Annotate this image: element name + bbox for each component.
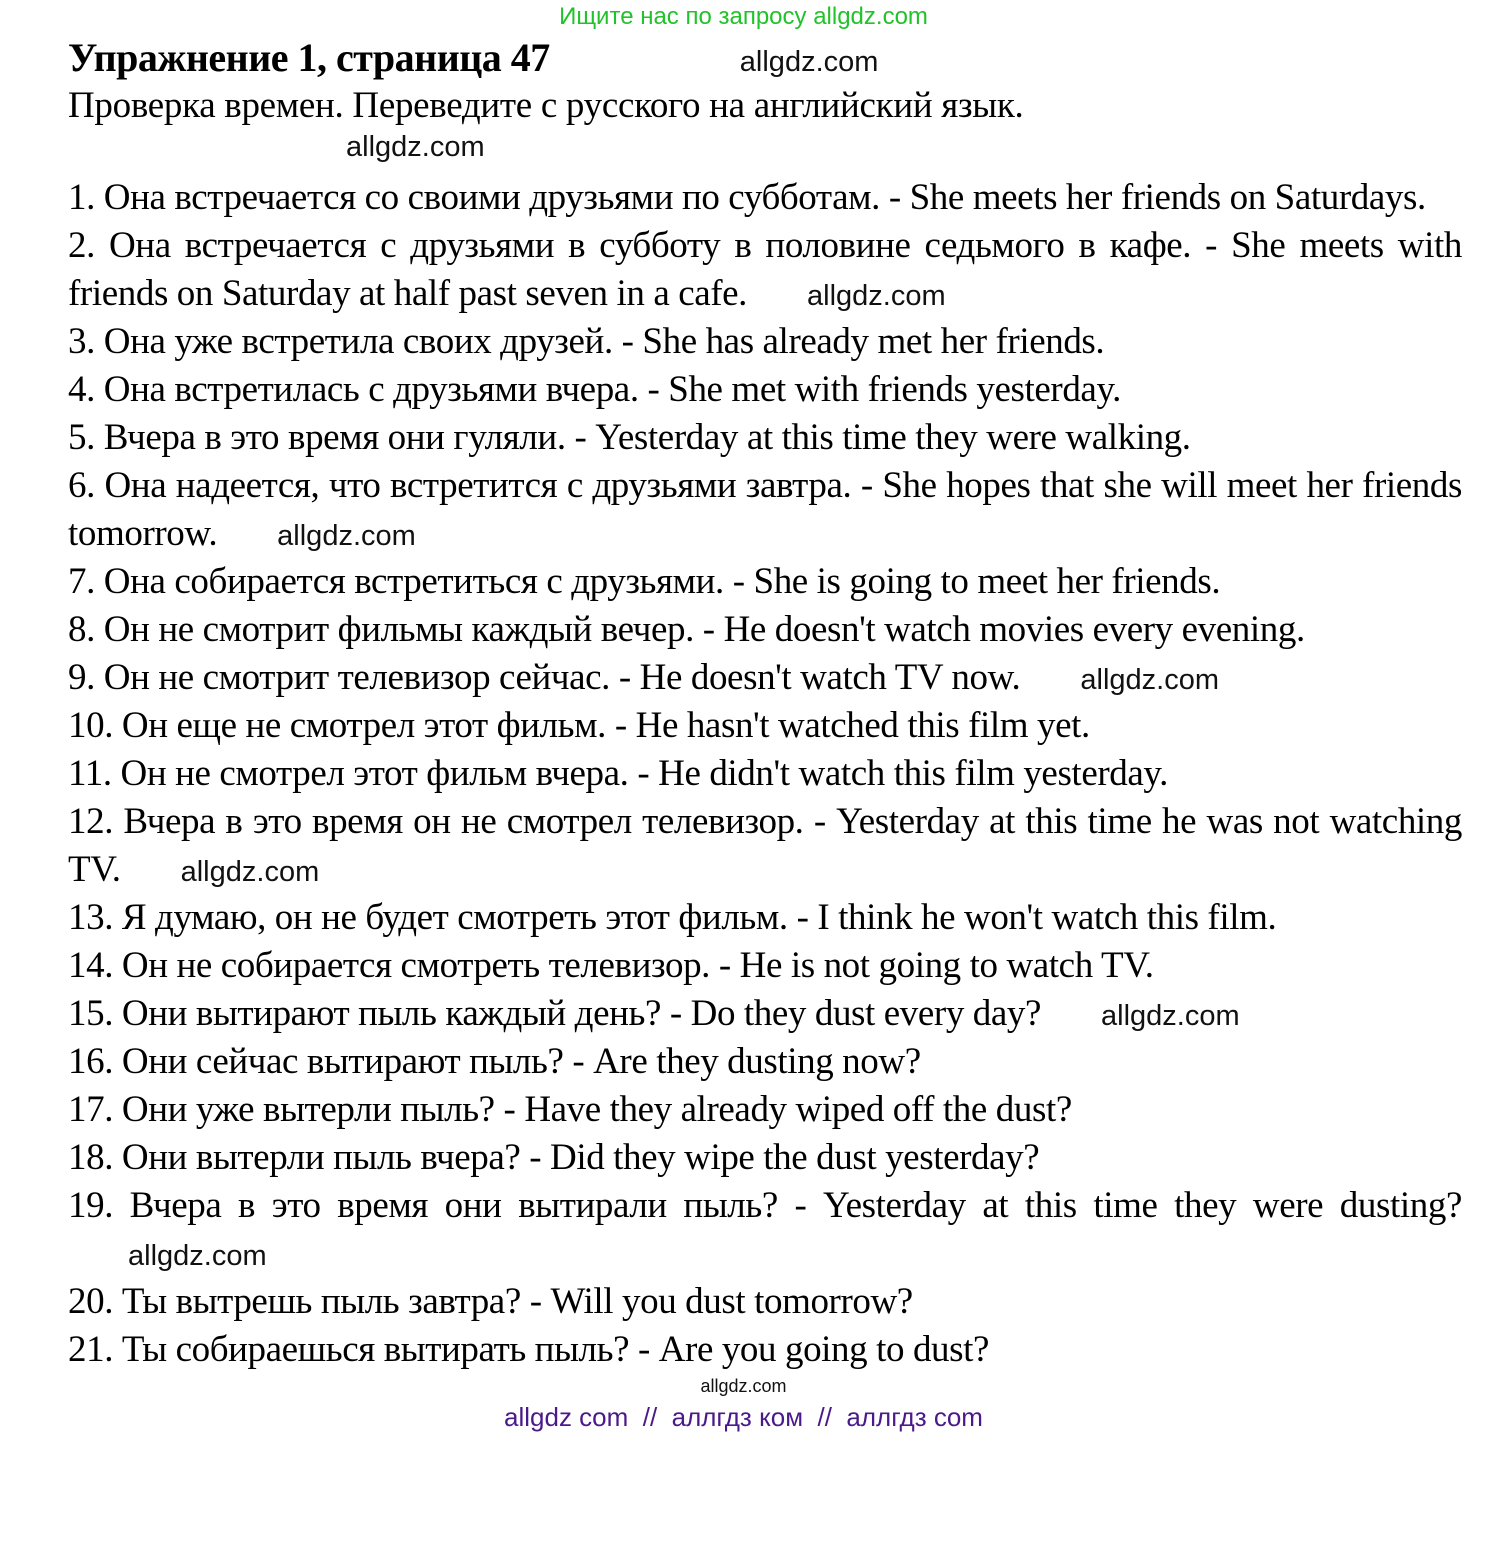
watermark-row	[0, 130, 1487, 174]
item-text: 19. Вчера в это время они вытирали пыль? - Yesterday at this time they were dusting?	[68, 1185, 1462, 1226]
list-item	[68, 1134, 1462, 1182]
list-item	[68, 894, 1462, 942]
item-text: 20. Ты вытрешь пыль завтра? - Will you dust tomorrow?	[68, 1281, 913, 1322]
item-text: 14. Он не собирается смотреть телевизор. - He is not going to watch TV.	[68, 945, 1154, 986]
item-text: 12. Вчера в это время он не смотрел телевизор. - Yesterday at this time he was not watching TV.	[68, 801, 1462, 890]
watermark: allgdz.com	[739, 46, 879, 78]
watermark: allgdz.com	[1101, 1000, 1240, 1032]
list-item	[68, 174, 1462, 222]
item-text: 6. Она надеется, что встретится с друзьями завтра. - She hopes that she will meet her friends tomorrow.	[68, 465, 1462, 554]
list-item	[68, 558, 1462, 606]
item-text: 3. Она уже встретила своих друзей. - She has already met her friends.	[68, 321, 1105, 362]
watermark: allgdz.com	[180, 856, 320, 888]
list-item	[68, 1326, 1462, 1374]
list-item	[68, 1038, 1462, 1086]
watermark: allgdz.com	[1080, 664, 1219, 696]
exercise-list	[68, 174, 1462, 1374]
title-row	[0, 34, 1487, 82]
item-text: 13. Я думаю, он не будет смотреть этот фильм. - I think he won't watch this film.	[68, 897, 1277, 938]
list-item	[68, 798, 1462, 894]
watermark: allgdz.com	[128, 1240, 267, 1272]
page-title: Упражнение 1, страница 47	[68, 35, 550, 80]
item-text: 5. Вчера в это время они гуляли. - Yesterday at this time they were walking.	[68, 417, 1191, 458]
list-item	[68, 942, 1462, 990]
item-text: 21. Ты собираешься вытирать пыль? - Are you going to dust?	[68, 1329, 990, 1370]
list-item	[68, 654, 1462, 702]
list-item	[68, 318, 1462, 366]
item-text: 1. Она встречается со своими друзьями по субботам. - She meets her friends on Saturdays.	[68, 177, 1426, 218]
item-text: 15. Они вытирают пыль каждый день? - Do they dust every day?	[68, 993, 1042, 1034]
list-item	[68, 606, 1462, 654]
item-text: 9. Он не смотрит телевизор сейчас. - He doesn't watch TV now.	[68, 657, 1021, 698]
watermark: allgdz.com	[807, 280, 946, 312]
instruction: Проверка времен. Переведите с русского на английский язык.	[68, 85, 1024, 126]
list-item	[68, 366, 1462, 414]
footer-links: allgdz com // аллгдз ком // аллгдз com	[504, 1402, 983, 1432]
list-item	[68, 414, 1462, 462]
item-text: 11. Он не смотрел этот фильм вчера. - He didn't watch this film yesterday.	[68, 753, 1168, 794]
search-banner: Ищите нас по запросу allgdz.com	[559, 3, 928, 30]
item-text: 7. Она собирается встретиться с друзьями. - She is going to meet her friends.	[68, 561, 1221, 602]
item-text: 17. Они уже вытерли пыль? - Have they already wiped off the dust?	[68, 1089, 1072, 1130]
list-item	[68, 1086, 1462, 1134]
watermark: allgdz.com	[700, 1376, 787, 1396]
list-item	[68, 1278, 1462, 1326]
watermark: allgdz.com	[277, 520, 416, 552]
item-text: 8. Он не смотрит фильмы каждый вечер. - He doesn't watch movies every evening.	[68, 609, 1305, 650]
item-text: 10. Он еще не смотрел этот фильм. - He hasn't watched this film yet.	[68, 705, 1090, 746]
list-item	[68, 702, 1462, 750]
watermark: allgdz.com	[346, 131, 485, 163]
list-item	[68, 462, 1462, 558]
item-text: 2. Она встречается с друзьями в субботу в половине седьмого в кафе. - She meets with friends on Saturday at half past seven in a cafe.	[68, 225, 1462, 314]
item-text: 16. Они сейчас вытирают пыль? - Are they dusting now?	[68, 1041, 921, 1082]
item-text: 18. Они вытерли пыль вчера? - Did they wipe the dust yesterday?	[68, 1137, 1040, 1178]
list-item	[68, 990, 1462, 1038]
list-item	[68, 750, 1462, 798]
list-item	[68, 222, 1462, 318]
list-item	[68, 1182, 1462, 1278]
item-text: 4. Она встретилась с друзьями вчера. - She met with friends yesterday.	[68, 369, 1122, 410]
